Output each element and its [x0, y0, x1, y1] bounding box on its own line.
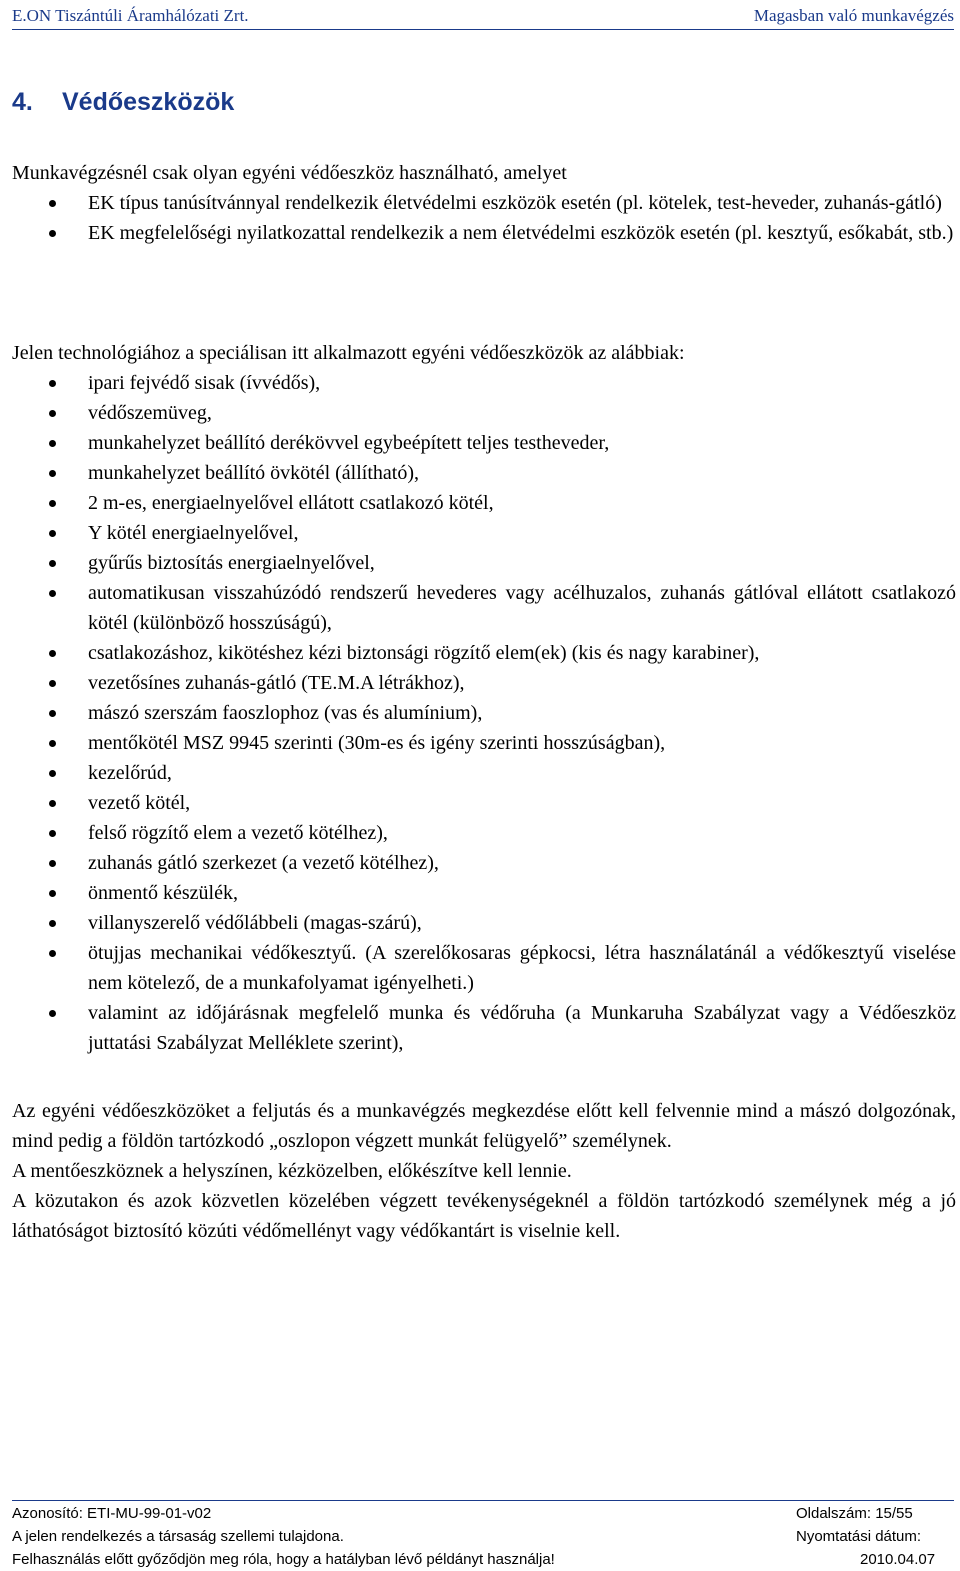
header-divider — [12, 29, 954, 30]
list-item: EK megfelelőségi nyilatkozattal rendelkezik a nem életvédelmi eszközök esetén (pl. kesztyű, esőkabát, stb.) — [12, 218, 956, 248]
list-item: munkahelyzet beállító övkötél (állítható), — [12, 458, 956, 488]
list-item: villanyszerelő védőlábbeli (magas-szárú), — [12, 908, 956, 938]
bullet-icon — [49, 830, 56, 837]
closing-paragraph: A mentőeszköznek a helyszínen, kézközelben, előkészítve kell lennie. — [12, 1160, 572, 1182]
print-date-label: Nyomtatási dátum: — [796, 1528, 922, 1545]
validity-notice: Felhasználás előtt győződjön meg róla, hogy a hatályban lévő példányt használja! — [12, 1551, 555, 1568]
equipment-list — [12, 368, 956, 1058]
intro-list — [12, 188, 956, 248]
intro-paragraph: Munkavégzésnél csak olyan egyéni védőeszköz használható, amelyet — [12, 162, 567, 184]
bullet-icon — [49, 920, 56, 927]
list-item: munkahelyzet beállító derékövvel egybeépített teljes testheveder, — [12, 428, 956, 458]
list-item: védőszemüveg, — [12, 398, 956, 428]
bullet-icon — [49, 950, 56, 957]
bullet-icon — [49, 410, 56, 417]
bullet-icon — [49, 710, 56, 717]
bullet-icon — [49, 530, 56, 537]
header-topic: Magasban való munkavégzés — [753, 6, 954, 25]
bullet-icon — [49, 890, 56, 897]
list-item: mászó szerszám faoszlophoz (vas és alumínium), — [12, 698, 956, 728]
section-number: 4. — [12, 88, 33, 116]
bullet-icon — [49, 800, 56, 807]
ownership-note: A jelen rendelkezés a társaság szellemi tulajdona. — [12, 1528, 344, 1545]
bullet-icon — [49, 230, 56, 237]
bullet-icon — [49, 770, 56, 777]
header-company: E.ON Tiszántúli Áramhálózati Zrt. — [12, 6, 249, 25]
page-number: Oldalszám: 15/55 — [796, 1505, 913, 1522]
print-date: 2010.04.07 — [860, 1551, 936, 1568]
section-title: Védőeszközök — [62, 88, 235, 116]
closing-paragraph: Az egyéni védőeszközöket a feljutás és a munkavégzés megkezdése előtt kell felvennie mind a mászó dolgozónak, mind pedig a földön tartózkodó „oszlopon végzett munkát felügyelő” személynek. — [12, 1100, 956, 1152]
bullet-icon — [49, 860, 56, 867]
list-item: felső rögzítő elem a vezető kötélhez), — [12, 818, 956, 848]
bullet-icon — [49, 680, 56, 687]
bullet-icon — [49, 650, 56, 657]
bullet-icon — [49, 590, 56, 597]
list-item: ötujjas mechanikai védőkesztyű. (A szerelőkosaras gépkocsi, létra használatánál a védőkesztyű viselése nem kötelező, de a munkafolyamat igényelheti.) — [12, 938, 956, 998]
list-item: kezelőrúd, — [12, 758, 956, 788]
list-item: zuhanás gátló szerkezet (a vezető kötélhez), — [12, 848, 956, 878]
list-item: 2 m-es, energiaelnyelővel ellátott csatlakozó kötél, — [12, 488, 956, 518]
page-header — [12, 6, 954, 30]
bullet-icon — [49, 740, 56, 747]
document-id: Azonosító: ETI-MU-99-01-v02 — [12, 1505, 212, 1522]
bullet-icon — [49, 560, 56, 567]
list-item: csatlakozáshoz, kikötéshez kézi biztonsági rögzítő elem(ek) (kis és nagy karabiner), — [12, 638, 956, 668]
list-item: automatikusan visszahúzódó rendszerű hevederes vagy acélhuzalos, zuhanás gátlóval ellátott csatlakozó kötél (különböző hosszúságú), — [12, 578, 956, 638]
section-heading — [12, 88, 234, 117]
bullet-icon — [49, 380, 56, 387]
list-item: vezető kötél, — [12, 788, 956, 818]
bullet-icon — [49, 500, 56, 507]
list-item: vezetősínes zuhanás-gátló (TE.M.A létrákhoz), — [12, 668, 956, 698]
bullet-icon — [49, 200, 56, 207]
list-item: gyűrűs biztosítás energiaelnyelővel, — [12, 548, 956, 578]
bullet-icon — [49, 470, 56, 477]
bullet-icon — [49, 440, 56, 447]
list-item: ipari fejvédő sisak (ívvédős), — [12, 368, 956, 398]
equipment-intro: Jelen technológiához a speciálisan itt alkalmazott egyéni védőeszközök az alábbiak: — [12, 342, 685, 364]
closing-paragraph: A közutakon és azok közvetlen közelében végzett tevékenységeknél a földön tartózkodó személynek még a jó láthatóságot biztosító közúti védőmellényt vagy védőkantárt is viselnie kell. — [12, 1190, 956, 1242]
list-item: önmentő készülék, — [12, 878, 956, 908]
list-item: mentőkötél MSZ 9945 szerinti (30m-es és igény szerinti hosszúságban), — [12, 728, 956, 758]
footer-divider — [12, 1500, 954, 1501]
list-item: Y kötél energiaelnyelővel, — [12, 518, 956, 548]
bullet-icon — [49, 1010, 56, 1017]
list-item: EK típus tanúsítvánnyal rendelkezik életvédelmi eszközök esetén (pl. kötelek, test-heveder, zuhanás-gátló) — [12, 188, 956, 218]
closing-section — [12, 1096, 956, 1246]
list-item: valamint az időjárásnak megfelelő munka és védőruha (a Munkaruha Szabályzat vagy a Védőeszköz juttatási Szabályzat Melléklete szerint), — [12, 998, 956, 1058]
